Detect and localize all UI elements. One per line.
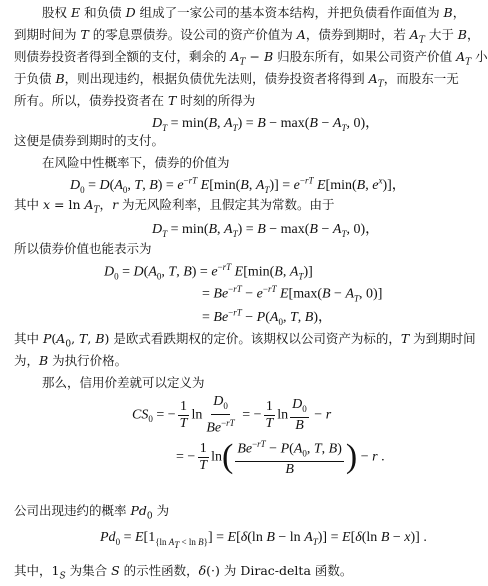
paragraph-6-line-1: 其中 $P(A_0$, T, B) 是欧式看跌期权的定价。该期权以公司资产为标的，T 为到期时间 — [14, 331, 476, 350]
paragraph-9: 其中，$1_S$ 为集合 S 的示性函数，δ(·) 为 Dirac-delta 函数。 — [14, 563, 353, 582]
paragraph-8: 公司出现违约的概率 $Pd_0$ 为 — [14, 503, 170, 522]
equation-4-line-2: = $Be^{-rT} - e^{-rT}$ $E[\max(B - A_T$, 0)] — [202, 284, 383, 304]
equation-4-line-1: $D_0 = D(A_0$, T, $B) = e^{-rT}$ E[min(B, $A_T$)] — [104, 262, 313, 282]
equation-2: $D_0 = D(A_0$, T, $B) = e^{-rT}$ E[min(B, $A_T)] = e^{-rT}$ E[min(B, $e^x$)]， — [70, 175, 406, 195]
paragraph-1-line-4: 于负债 B，则出现违约，根据负债优先法则，债券投资者将得到 $A_T$，而股东一无 — [14, 71, 459, 90]
paragraph-4: 其中 $x = \ln A_T$，r 为无风险利率，且假定其为常数。由于 — [14, 197, 335, 216]
equation-4-line-3: = $Be^{-rT} - P(A_0$, T, B)， — [202, 307, 332, 327]
paragraph-7: 那么，信用价差就可以定义为 — [42, 375, 205, 390]
paragraph-5: 所以债券价值也能表示为 — [14, 241, 152, 256]
equation-6: $Pd_0 = E[1_{\{ln A_T < ln B\}}] = E[\delta(\ln$ $B - \ln A_T)] = E[\delta(\ln$ B − x)] . — [100, 530, 427, 550]
equation-1: $D_T = \min(B$, $A_T) = B - \max(B - A_T$, 0)， — [152, 116, 380, 133]
equation-3: $D_T = \min(B$, $A_T) = B - \max(B - A_T$, 0)， — [152, 222, 380, 239]
paragraph-1-line-5: 所有。所以，债券投资者在 T 时刻的所得为 — [14, 93, 256, 108]
paragraph-1-line-2: 到期时间为 T 的零息票债券。设公司的资产价值为 A，债券到期时，若 $A_T$ 大于 B， — [14, 27, 480, 46]
equation-5-line-2: = − $\frac{1}{T}$ ln( $\frac{Be^{-rT} - P(A_0, T, B)}{B}$ ) − r . — [176, 436, 385, 478]
paragraph-1-line-3: 则债券投资者得到全额的支付，剩余的 $A_T - B$ 归股东所有，如果公司资产价值 $A_T$ 小 — [14, 49, 488, 68]
equation-5-line-1: $CS_0$ = − $\frac{1}{T}$ ln $\frac{D_0}{Be^{-rT}}$ = − $\frac{1}{T}$ ln $\frac{D_0}{B}$ − r — [132, 394, 332, 436]
paragraph-1-line-1: 股权 E 和负债 D 组成了一家公司的基本资本结构，并把负债看作面值为 B， — [42, 5, 466, 20]
paragraph-6-line-2: 为，B 为执行价格。 — [14, 353, 128, 368]
paragraph-2: 这便是债券到期时的支付。 — [14, 133, 165, 148]
paragraph-3: 在风险中性概率下，债券的价值为 — [42, 155, 230, 170]
